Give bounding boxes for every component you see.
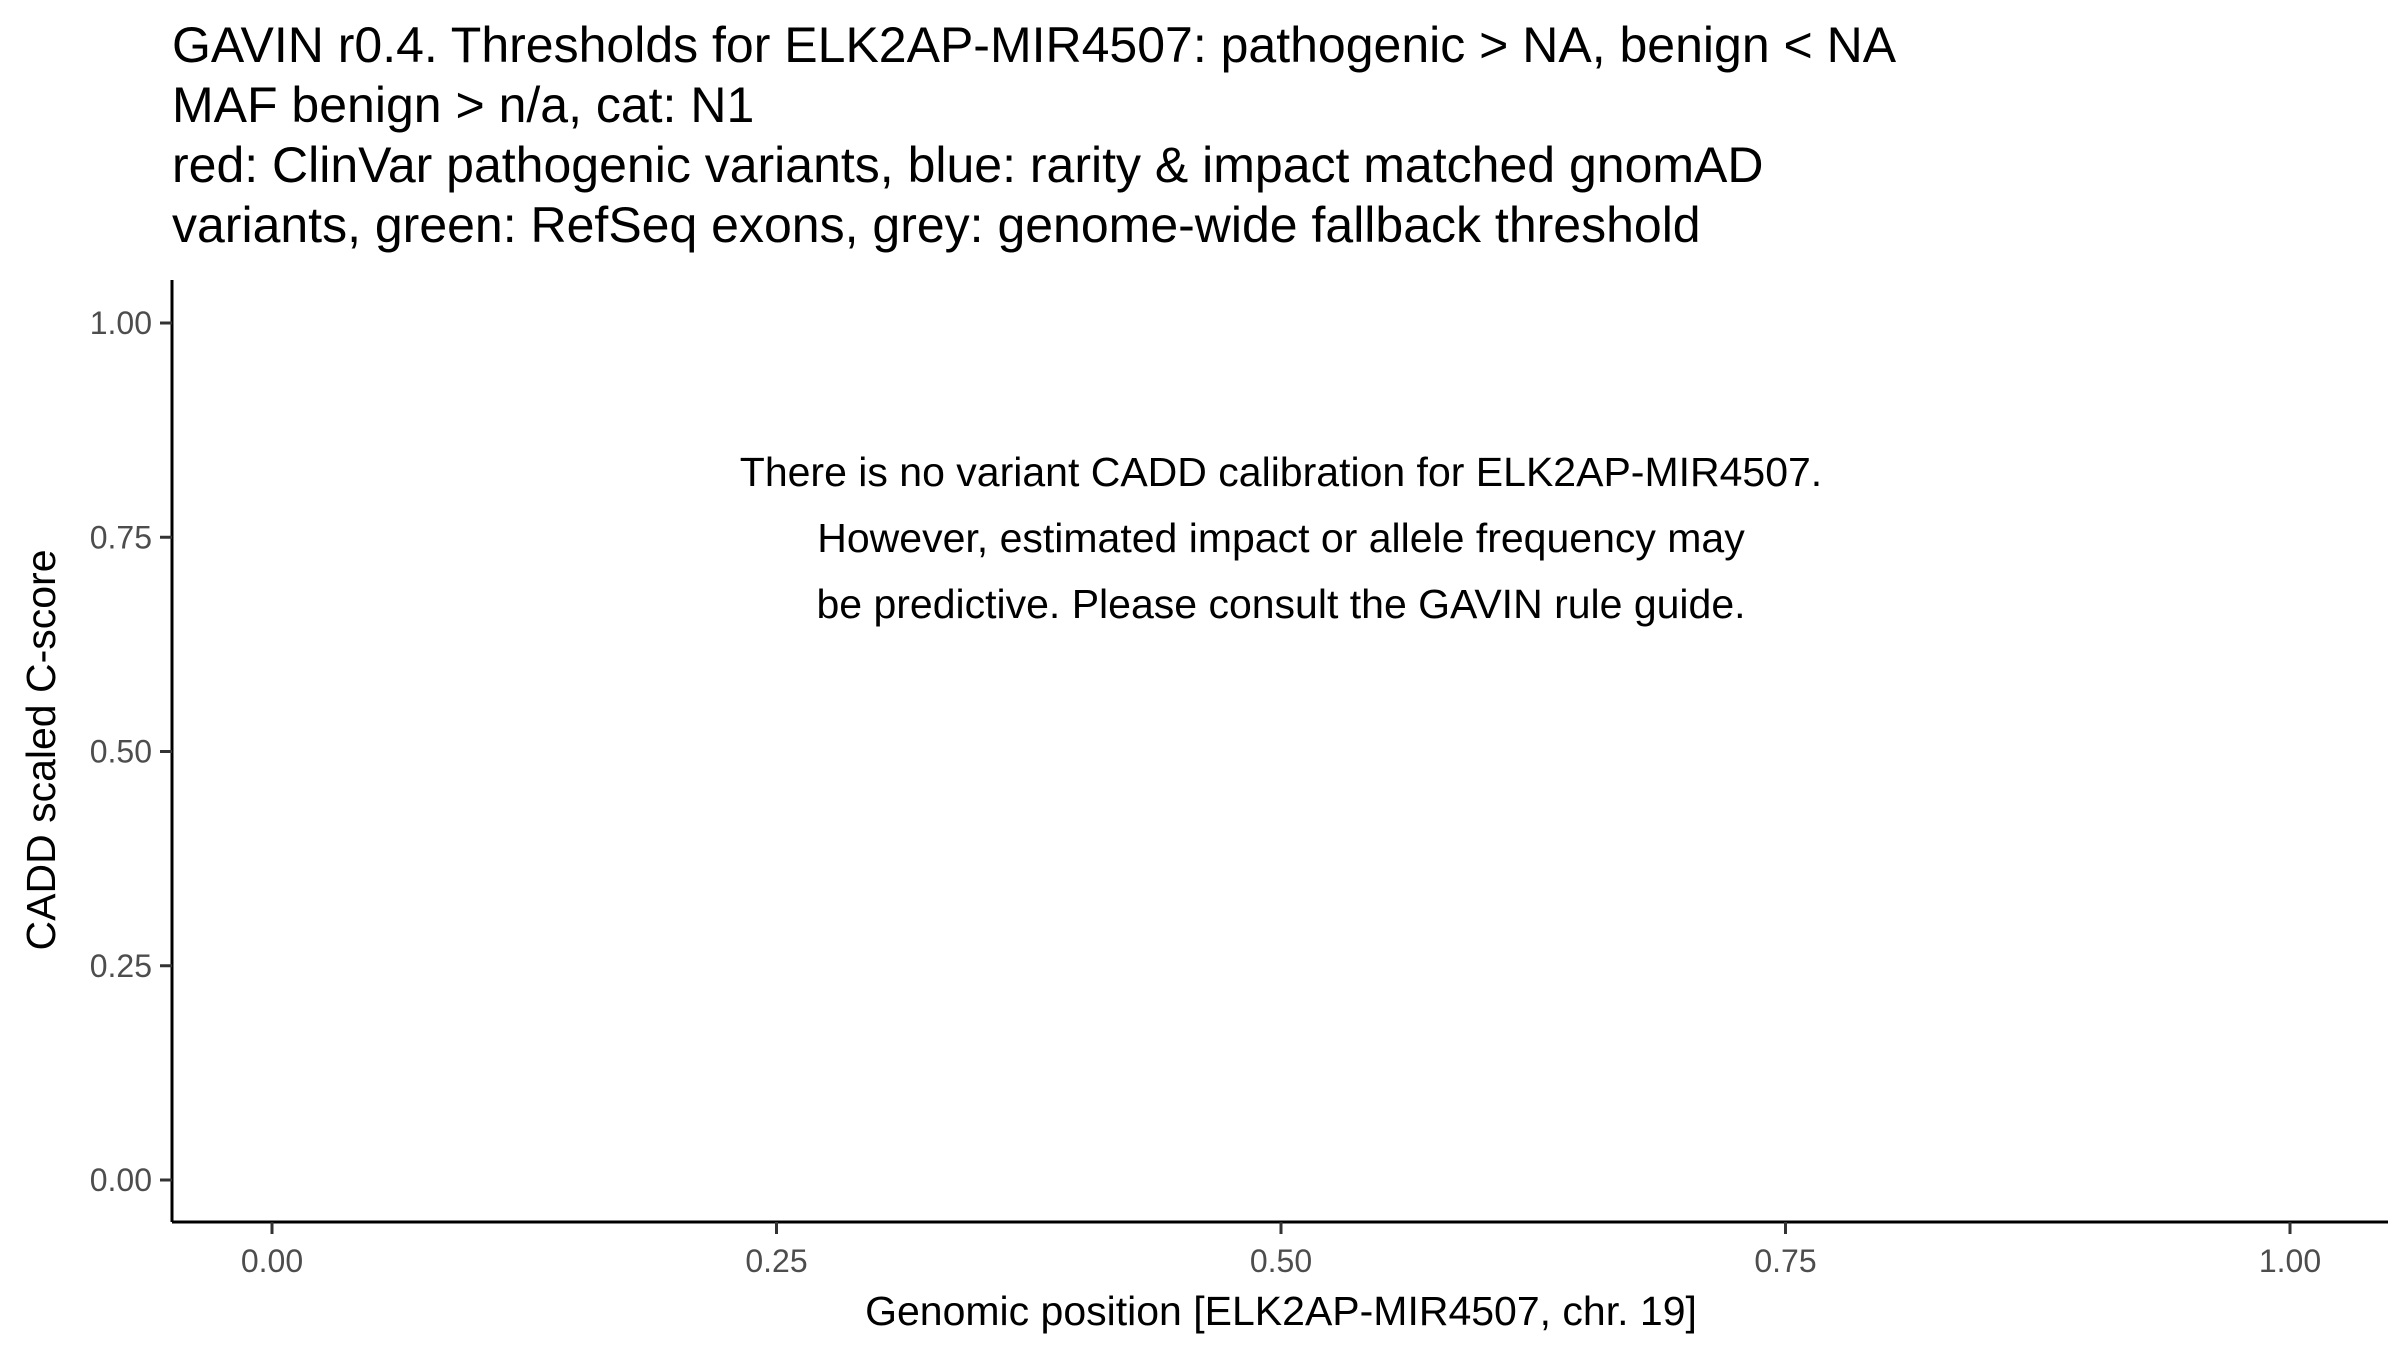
x-axis-title: Genomic position [ELK2AP-MIR4507, chr. 19]: [865, 1288, 1697, 1334]
no-calibration-note: [740, 449, 1822, 627]
title-line-2: MAF benign > n/a, cat: N1: [172, 77, 755, 133]
note-line-3: be predictive. Please consult the GAVIN rule guide.: [816, 581, 1746, 627]
y-tick-label: 1.00: [89, 305, 152, 341]
x-tick-label: 0.75: [1754, 1243, 1817, 1279]
note-line-1: There is no variant CADD calibration for ELK2AP-MIR4507.: [739, 449, 1823, 495]
y-axis-title: CADD scaled C-score: [18, 549, 64, 951]
title-line-3: red: ClinVar pathogenic variants, blue: rarity & impact matched gnomAD: [172, 137, 1764, 193]
x-tick-label: 0.00: [240, 1243, 304, 1279]
y-tick-label: 0.50: [89, 733, 152, 770]
x-tick-label: 0.25: [745, 1243, 808, 1279]
x-tick-label: 1.00: [2258, 1243, 2322, 1279]
y-tick-label: 0.25: [89, 947, 152, 984]
title-line-1: GAVIN r0.4. Thresholds for ELK2AP-MIR4507: pathogenic > NA, benign < NA: [172, 17, 1897, 73]
note-line-2: However, estimated impact or allele frequency may: [817, 515, 1745, 561]
title-line-4: variants, green: RefSeq exons, grey: genome-wide fallback threshold: [172, 197, 1701, 253]
y-tick-label: 0.75: [89, 519, 152, 556]
y-tick-label: 0.00: [89, 1162, 152, 1198]
x-tick-label: 0.50: [1249, 1243, 1313, 1279]
